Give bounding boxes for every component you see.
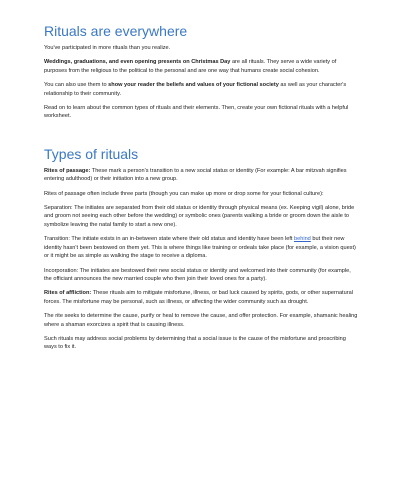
usage-lead: You can also use them to xyxy=(44,82,109,89)
section-title-types: Types of rituals xyxy=(44,145,139,162)
transition-lead: Transition: The initiate exists in an in-between state where their old status and identity have been left xyxy=(44,236,294,243)
rites-of-passage-paragraph xyxy=(44,167,358,184)
rites-of-affliction-paragraph xyxy=(44,289,358,306)
intro-paragraph: You've participated in more rituals than you realize. xyxy=(44,45,171,51)
usage-bold: show your reader the beliefs and values of your fictional society xyxy=(108,82,279,89)
read-on-paragraph: Read on to learn about the common types of rituals and their elements. Then, create your own fictional rituals with a helpful worksheet. xyxy=(44,105,349,120)
behind-link[interactable]: behind xyxy=(294,236,311,243)
rites-of-passage-bold: Rites of passage: xyxy=(44,167,91,174)
examples-rest: are all rituals. They serve a wide variety of purposes from the religious to the political to the personal and are one way that humans create social cohesion. xyxy=(44,59,337,74)
phases-intro-paragraph: Rites of passage often include three parts (though you can make up more or drop some for your fictional culture): xyxy=(44,190,324,197)
section-title-rituals: Rituals are everywhere xyxy=(44,23,188,39)
rites-of-affliction-bold: Rites of affliction: xyxy=(44,290,92,297)
examples-paragraph xyxy=(44,58,358,75)
incorporation-paragraph: Incorporation: The initiates are bestowed their new social status or identity and welcomed into their community (for example, the officiant announces the new married couple who then join their loved ones for a party). xyxy=(44,267,351,282)
transition-paragraph xyxy=(44,235,358,260)
transition-rest: but their new identity hasn't been bestowed on them yet. This is where things like training or ordeals take place (for example, a vision quest) or it might be as simple as walking the stage to receive a diploma. xyxy=(44,236,356,260)
usage-rest: as well as your character's relationship to their community. xyxy=(44,82,347,97)
affliction-purpose-paragraph: The rite seeks to determine the cause, purify or heal to remove the cause, and offer protection. For example, shamanic healing where a shaman exorcizes a spirit that is causing illness. xyxy=(44,313,358,328)
usage-paragraph xyxy=(44,81,358,98)
separation-paragraph: Separation: The initiates are separated from their old status or identity through physical means (ex. Keeping vigil) alone, bride and groom not seeing each other before the wedding) or symbolic ones (parents walking a bride or groom down the aisle to symbolize leaving the natal family to start a new one). xyxy=(44,205,355,228)
rites-of-passage-rest: These mark a person's transition to a new social status or identity (For example: A bar mitzvah signifies entering adulthood) or their initiation into a new group. xyxy=(44,167,347,183)
examples-bold: Weddings, graduations, and even opening presents on Christmas Day xyxy=(44,59,231,66)
rites-of-affliction-rest: These rituals aim to mitigate misfortune, illness, or bad luck caused by spirits, gods, or other supernatural forces. The misfortune may be personal, such as illness, or affecting the wider community such as drought. xyxy=(44,290,353,305)
affliction-social-paragraph: Such rituals may address social problems by determining that a social issue is the cause of the misfortune and proscribing ways to fix it. xyxy=(44,335,346,351)
section-gap xyxy=(44,127,358,145)
